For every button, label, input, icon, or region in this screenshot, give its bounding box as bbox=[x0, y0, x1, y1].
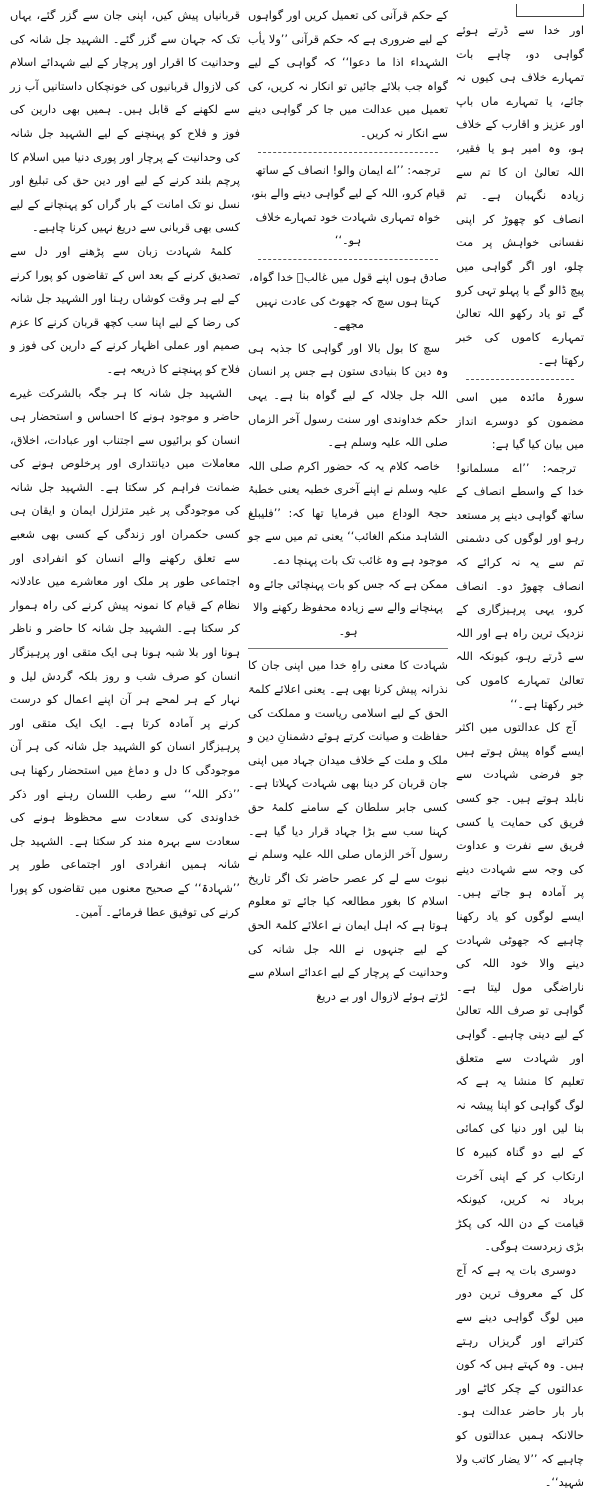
divider bbox=[466, 379, 574, 380]
column-heading-box bbox=[516, 4, 584, 17]
column-right bbox=[456, 4, 584, 1490]
divider bbox=[258, 152, 438, 153]
paragraph: ممکن ہے کہ جس کو بات پہنچائی جائے وہ پہنچانے والے سے زیادہ محفوظ رکھنے والا ہو۔ bbox=[248, 577, 448, 638]
quote-paragraph: ترجمہ: ’’اے مسلمانو! خدا کے واسطے انصاف کے ساتھ گواہی دینے پر مستعد رہو اور لوگوں کی دشمنی تم سے یہ نہ کرائے کہ انصاف چھوڑ دو۔ انصاف کرو، یہی پرہیزگاری کے نزدیک ترین راہ ہے اور اللہ سے ڈرتے رہو، کیونکہ اللہ تعالیٰ تمہارے کاموں کی خبر رکھتا ہے۔‘‘ bbox=[456, 461, 584, 711]
paragraph: کے حکم قرآنی کی تعمیل کریں اور گواہوں کے لیے ضروری ہے کہ حکم قرآنی ’’ولا یأب الشہداء اذا ما دعوا‘‘ کہ گواہی کے لیے گواہ جب بلائے جائیں تو انکار نہ کریں، کی تعمیل میں عدالت میں جا کر گواہی دینے سے انکار نہ کریں۔ bbox=[248, 9, 448, 140]
paragraph: شہادت کا معنی راہِ خدا میں اپنی جان کا نذرانہ پیش کرنا بھی ہے۔ یعنی اعلائے کلمۃ الحق کے لیے اسلامی ریاست و مملکت کی حفاظت و صیانت کرتے ہوئے دشمنانِ دین و ملک و ملت کے خلاف میدان جہاد میں اپنی جان قربان کر دینا بھی شہادت کہلاتا ہے۔ کسی جابر سلطان کے سامنے کلمۂ حق کہنا سب سے بڑا جہاد قرار دیا گیا ہے۔ رسول آخر الزماں صلی اللہ علیہ وسلم نے نبوت سے لے کر عصر حاضر تک اگر تاریخ اسلام کا بغور مطالعہ کیا جائے تو معلوم ہوتا ہے کہ اہل ایمان نے اعلائے کلمۃ الحق کے لیے جنہوں نے اللہ جل شانہ کی وحدانیت کے پرچار کے لیے اعدائے اسلام سے لڑتے ہوئے لازوال اور بے دریغ bbox=[248, 659, 448, 1003]
paragraph: قربانیاں پیش کیں، اپنی جان سے گزر گئے، یہاں تک کہ جہان سے گزر گئے۔ الشہید جل شانہ کی وحدانیت کا اقرار اور پرچار کے لیے شہدائے اسلام کی لازوال قربانیوں کی خونچکاں داستانیں آب زر سے لکھنے کے قابل ہیں۔ ہمیں بھی دارین کی فوز و فلاح کو پہنچنے کے لیے الشہید جل شانہ کی وحدانیت کے پرچار اور پوری دنیا میں اسلام کا پرچم بلند کرنے کے لیے اور دین حق کی تبلیغ اور نسل نو تک امانت کے بار گراں کو پہنچانے کے لیے کسی بھی قربانی سے دریغ نہیں کرنا چاہیے۔ bbox=[10, 9, 240, 235]
paragraph: سورۂ مائدہ میں اسی مضمون کو دوسرے انداز میں بیان کیا گیا ہے: bbox=[456, 390, 584, 452]
paragraph: کلمۂ شہادت زبان سے پڑھنے اور دل سے تصدیق کرنے کے بعد اس کے تقاضوں کو پورا کرنے کے لیے ہر وقت کوشاں رہنا اور الشہید جل شانہ کی رضا کے لیے اپنا سب کچھ قربان کرنے کا عزم صمیم اور عملی اظہار کرنے کے دارین کی فوز و فلاح کو پہنچنے کا ذریعہ ہے۔ bbox=[10, 244, 240, 376]
paragraph: اور خدا سے ڈرتے ہوئے گواہی دو، چاہے بات تمہارے خلاف ہی کیوں نہ جائے، یا تمہارے ماں باپ اور عزیز و اقارب کے خلاف ہو، وہ امیر ہو یا فقیر، اللہ تعالیٰ ان کا تم سے زیادہ نگہبان ہے۔ تم انصاف کو چھوڑ کر اپنی نفسانی خواہش پر مت چلو، اور اگر گواہی میں پیچ ڈالو گے یا پہلو تہی کرو گے تو یاد رکھو اللہ تعالیٰ تمہارے کاموں کی خبر رکھتا ہے۔ bbox=[456, 24, 584, 368]
divider bbox=[258, 259, 438, 260]
verse-paragraph: صادق ہوں اپنے قول میں غالبؔ خدا گواہ، کہتا ہوں سچ کہ جھوٹ کی عادت نہیں مجھے۔ bbox=[249, 270, 447, 332]
paragraph: دوسری بات یہ ہے کہ آج کل کے معروف ترین دور میں لوگ گواہی دینے سے کتراتے اور گریزاں رہتے ہیں۔ وہ کہتے ہیں کہ کون عدالتوں کے چکر کاٹے اور بار بار حاضر عدالت ہو۔ حالانکہ ہمیں عدالتوں کو چاہیے کہ ’’لا یضار کاتب ولا شہید‘‘۔ bbox=[456, 1263, 584, 1490]
quote-paragraph: ترجمہ: ’’اے ایمان والو! انصاف کے ساتھ قیام کرو، اللہ کے لیے گواہی دینے والے بنو، خواہ تمہاری شہادت خود تمہارے خلاف ہو۔‘‘ bbox=[250, 163, 446, 248]
paragraph: خاصہ کلام یہ کہ حضور اکرم صلی اللہ علیہ وسلم نے اپنے آخری خطبہ یعنی خطبۂ حجۃ الوداع میں فرمایا تھا کہ: ’’فلیبلغ الشاہد منکم الغائب‘‘ یعنی تم میں سے جو موجود ہے وہ غائب تک بات پہنچا دے۔ bbox=[248, 459, 448, 568]
column-middle bbox=[248, 4, 448, 1003]
paragraph: الشہید جل شانہ کا ہر جگہ بالشرکت غیرے حاضر و موجود ہونے کا احساس و استحضار ہی انسان کو برائیوں سے اجتناب اور عبادات، اخلاق، معاملات میں دیانتداری اور پرخلوص ہونے کی ضمانت فراہم کر سکتا ہے۔ الشہید جل شانہ کی موجودگی پر غیر متزلزل ایمان و ایقان ہی کسی حکمران اور زندگی کے کسی بھی شعبے سے تعلق رکھنے والے انسان کو انفرادی اور اجتماعی طور پر ملک اور معاشرے میں عادلانہ نظام کے قیام کا نمونہ پیش کرنے کی راہ ہموار کر سکتا ہے۔ الشہید جل شانہ کا حاضر و ناظر ہونا اور بلا شبہ ہونا ہی ایک متقی اور پرہیزگار انسان کو صرف شب و روز بلکہ گردش لیل و نہار کے ہر لمحے ہر آن اپنے اعمال کو درست کرنے پر آمادہ کرتا ہے۔ ایک ایک متقی اور پرہیزگار انسان کو الشہید جل شانہ کی ہر آن موجودگی کا دل و دماغ میں استحضار رکھنا ہی ’’ذکر اللہ‘‘ سے رطب اللسان رہنے اور ذکر خداوندی کی سعادت سے محظوظ ہونے کی سعادت سے بہرہ مند کر سکتا ہے۔ الشہید جل شانہ ہمیں انفرادی اور اجتماعی طور پر ’’شہادۃ‘‘ کے صحیح معنوں میں تقاضوں کو پورا کرنے کی توفیق عطا فرمائے۔ آمین۔ bbox=[10, 386, 240, 919]
divider bbox=[248, 648, 448, 649]
column-left bbox=[10, 4, 240, 919]
paragraph: آج کل عدالتوں میں اکثر ایسے گواہ پیش ہوتے ہیں جو فرضی شہادت سے نابلد ہوتے ہیں۔ جو کسی فریق کی حمایت یا کسی فریق سے نفرت و عداوت کی وجہ سے شہادت دینے پر آمادہ ہو جاتے ہیں۔ ایسے لوگوں کو یاد رکھنا چاہیے کہ جھوٹی شہادت دینے والا خود اللہ کی ناراضگی مول لیتا ہے۔ گواہی تو صرف اللہ تعالیٰ کے لیے دینی چاہیے۔ گواہی اور شہادت سے متعلق تعلیم کا منشا یہ ہے کہ لوگ گواہی کو اپنا پیشہ نہ بنا لیں اور دنیا کی کمائی کے لیے دو گناہ کبیرہ کا ارتکاب کر کے اپنی آخرت برباد نہ کریں، کیونکہ قیامت کے دن اللہ کی پکڑ بڑی زبردست ہوگی۔ bbox=[456, 721, 584, 1254]
paragraph: سچ کا بول بالا اور گواہی کا جذبہ ہی وہ دین کا بنیادی ستون ہے جس پر انسان اللہ جل جلالہ کے لیے گواہ بنا ہے۔ یہی حکم خداوندی اور سنت رسول آخر الزماں صلی اللہ علیہ وسلم ہے۔ bbox=[248, 341, 448, 450]
